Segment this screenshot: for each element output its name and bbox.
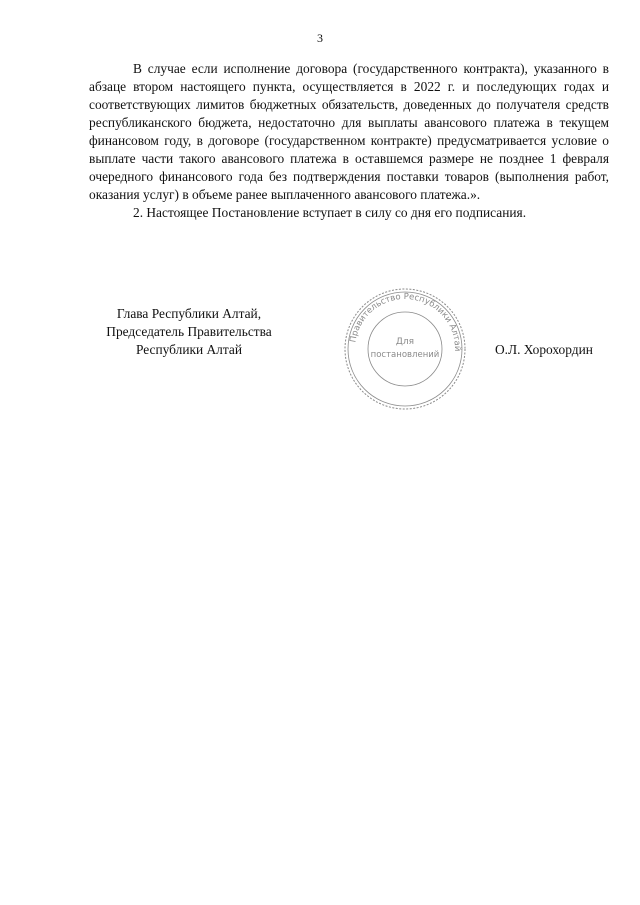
stamp-ring-text: Правительство Республики Алтай	[348, 291, 463, 352]
document-body	[89, 60, 609, 222]
paragraph-advance-payment: В случае если исполнение договора (государственного контракта), указанного в абзаце втором настоящего пункта, осуществляется в 2022 г. и последующих годах и соответствующих лимитов бюджетных обязательств, доведенных до получателя средств республиканского бюджета, недостаточно для выплаты авансового платежа в текущем финансовом году, в договоре (государственном контракте) предусматривается условие о выплате части такого авансового платежа в оставшемся размере не позднее 1 февраля очередного финансового года без подтверждения поставки товаров (выполнения работ, оказания услуг) в объеме ранее выплаченного авансового платежа.».	[89, 61, 609, 202]
paragraph-effective-date: 2. Настоящее Постановление вступает в силу со дня его подписания.	[133, 205, 527, 220]
signature-title-line: Республики Алтай	[135, 342, 242, 357]
signature-title-line: Председатель Правительства	[106, 324, 272, 339]
page-number: 3	[317, 31, 323, 45]
stamp-center-line-1: Для	[395, 337, 415, 347]
official-stamp	[342, 286, 468, 412]
signature-title-line: Глава Республики Алтай,	[116, 306, 262, 321]
stamp-center-line-2: постановлений	[370, 350, 440, 360]
signer-name: О.Л. Хорохордин	[495, 342, 593, 357]
signature-title-block	[89, 305, 289, 359]
stamp-rings	[345, 289, 465, 409]
